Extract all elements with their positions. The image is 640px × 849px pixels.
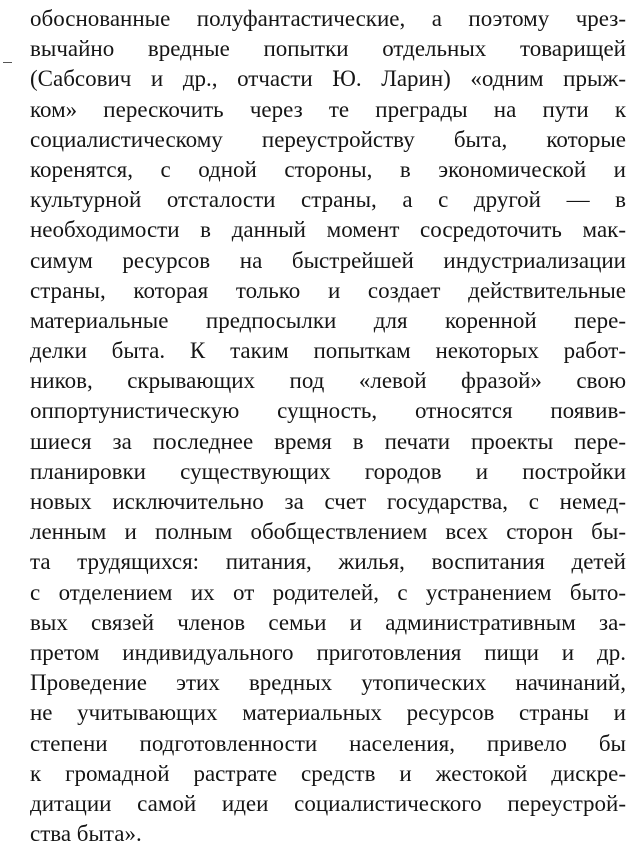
text-line-13: ников, скрывающих под «левой фразой» свою — [30, 368, 626, 394]
text-line-2: вычайно вредные попытки отдельных товарищей — [30, 36, 626, 62]
text-line-18: ленным и полным обобществлением всех сторон бы- — [30, 519, 626, 545]
margin-mark — [3, 62, 12, 63]
text-line-10: страны, которая только и создает действительные — [30, 277, 626, 303]
text-line-1: обоснованные полуфантастические, а поэтому чрез- — [30, 6, 626, 31]
text-line-19: та трудящихся: питания, жилья, воспитания детей — [30, 549, 626, 575]
text-line-12: делки быта. К таким попыткам некоторых работ- — [30, 338, 626, 364]
text-line-5: социалистическому переустройству быта, которые — [30, 126, 626, 152]
text-line-23: Проведение этих вредных утопических начинаний, — [30, 670, 626, 696]
document-body — [30, 4, 626, 849]
text-line-24: не учитывающих материальных ресурсов страны и — [30, 700, 626, 726]
text-line-7: культурной отсталости страны, а с другой — в — [30, 187, 626, 213]
text-line-22: претом индивидуального приготовления пищи и др. — [30, 639, 626, 665]
text-line-14: оппортунистическую сущность, относятся появив- — [30, 398, 626, 424]
text-line-25: степени подготовленности населения, привело бы — [30, 730, 626, 756]
text-line-28: ства быта». — [30, 821, 142, 847]
text-line-27: дитации самой идеи социалистического переустрой- — [30, 790, 626, 816]
text-line-17: новых исключительно за счет государства, с немед- — [30, 489, 626, 514]
text-line-21: вых связей членов семьи и административным за- — [30, 609, 626, 635]
text-line-20: с отделением их от родителей, с устранением быто- — [30, 579, 626, 605]
text-line-8: необходимости в данный момент сосредоточить мак- — [30, 217, 626, 243]
text-line-16: планировки существующих городов и постройки — [30, 458, 626, 484]
text-line-15: шиеся за последнее время в печати проекты пере- — [30, 428, 626, 454]
text-line-9: симум ресурсов на быстрейшей индустриализации — [30, 247, 626, 273]
text-line-4: ком» перескочить через те преграды на пути к — [30, 96, 626, 122]
text-line-6: коренятся, с одной стороны, в экономической и — [30, 156, 626, 182]
text-line-3: (Сабсович и др., отчасти Ю. Ларин) «одним прыж- — [30, 66, 626, 92]
text-line-11: материальные предпосылки для коренной пере- — [30, 307, 626, 333]
text-line-26: к громадной растрате средств и жестокой дискре- — [30, 760, 626, 786]
